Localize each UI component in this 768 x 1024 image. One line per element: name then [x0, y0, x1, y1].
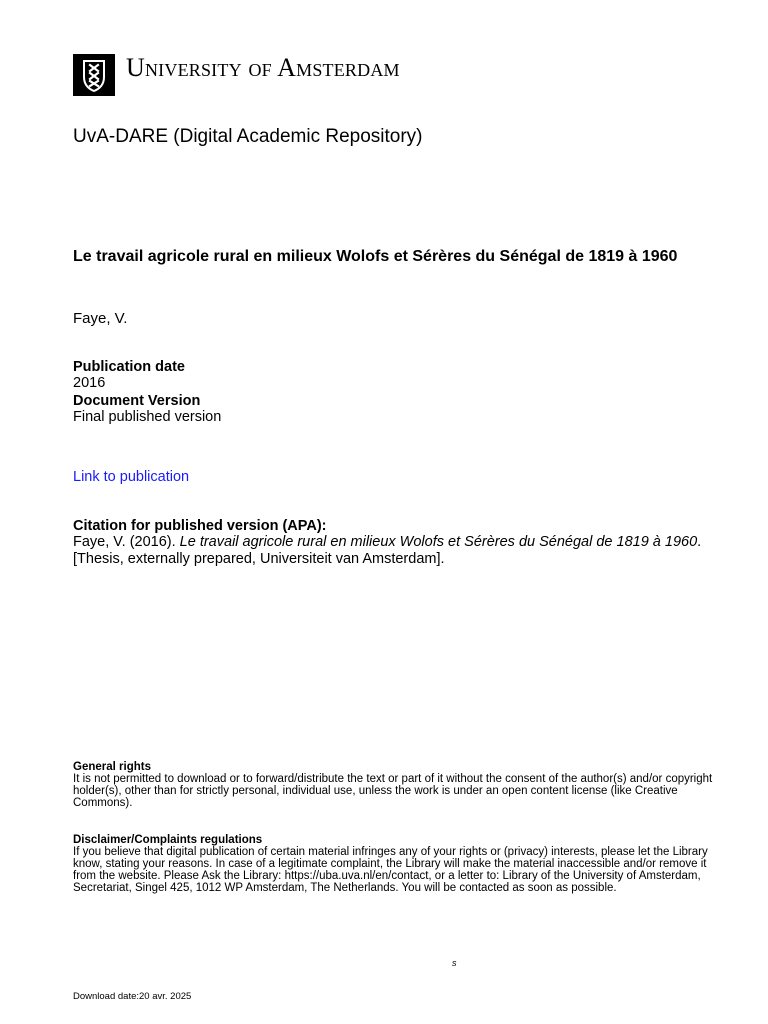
page-mark: s — [452, 958, 457, 968]
document-version-block — [73, 393, 221, 425]
publication-date-label: Publication date — [73, 359, 185, 375]
citation-block — [73, 518, 723, 568]
disclaimer-text: If you believe that digital publication of certain material infringes any of your rights or (privacy) interests, please let the Library know, stating your reasons. In case of a legitimate complaint, the Library will make the material inaccessible and/or remove it from the website. Please Ask the Library: https://uba.uva.nl/en/contact, or a letter to: Library of the University of Amsterdam, Secretariat, Singel 425, 1012 WP Amsterdam, The Netherlands. You will be contacted as soon as possible. — [73, 846, 708, 894]
university-name: University of Amsterdam — [126, 53, 400, 82]
disclaimer-label: Disclaimer/Complaints regulations — [73, 834, 263, 846]
author: Faye, V. — [73, 310, 128, 327]
general-rights-label: General rights — [73, 761, 151, 773]
citation-label: Citation for published version (APA): — [73, 518, 327, 534]
general-rights-block — [73, 761, 723, 809]
disclaimer-block — [73, 834, 723, 894]
citation-author-year: Faye, V. (2016). — [73, 534, 180, 550]
publication-date-value: 2016 — [73, 375, 106, 391]
document-version-label: Document Version — [73, 393, 201, 409]
uva-logo-icon — [73, 54, 115, 96]
download-date: Download date:20 avr. 2025 — [73, 991, 192, 1002]
document-version-value: Final published version — [73, 409, 222, 425]
publication-date-block — [73, 359, 185, 391]
repository-title: UvA-DARE (Digital Academic Repository) — [73, 126, 423, 147]
citation-title: Le travail agricole rural en milieux Wolofs et Sérères du Sénégal de 1819 à 1960 — [179, 534, 698, 550]
citation-rest: . [Thesis, externally prepared, Universiteit van Amsterdam]. — [73, 534, 702, 567]
general-rights-text: It is not permitted to download or to forward/distribute the text or part of it without the consent of the author(s) and/or copyright holder(s), other than for strictly personal, individual use, unless the work is under an open content license (like Creative Commons). — [73, 773, 713, 809]
publication-title: Le travail agricole rural en milieux Wolofs et Sérères du Sénégal de 1819 à 1960 — [73, 248, 678, 265]
publication-link[interactable]: Link to publication — [73, 469, 190, 485]
citation-text — [73, 534, 723, 568]
